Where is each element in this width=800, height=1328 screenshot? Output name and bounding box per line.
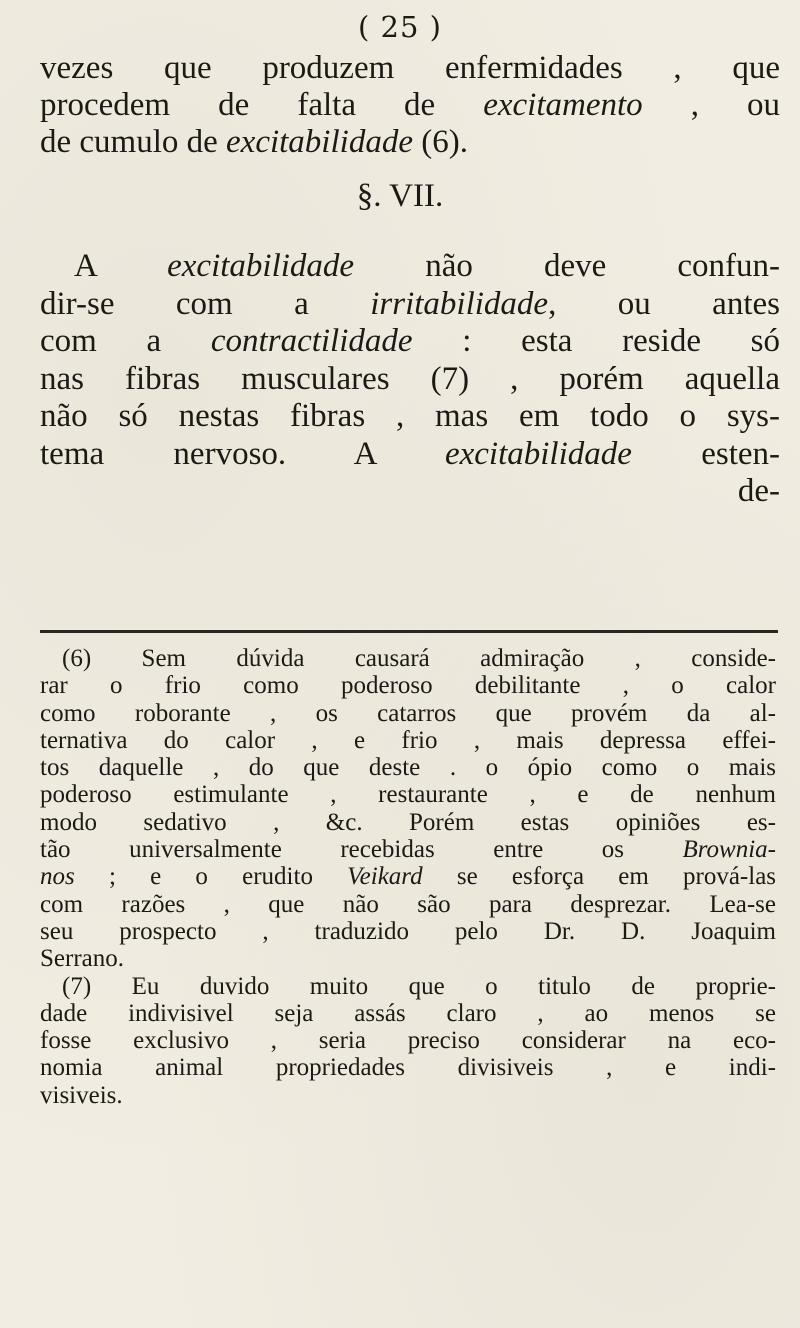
footnote-line: rar o frio como poderoso debilitante , o calor — [40, 672, 776, 700]
text-span: , ou — [690, 87, 781, 123]
footnote-line: seu prospecto , traduzido pelo Dr. D. Joaquim — [40, 917, 776, 945]
text-span: de cumulo de — [40, 124, 218, 160]
text-span: tão universalmente recebidas entre os — [40, 836, 624, 864]
text-line — [40, 323, 780, 361]
footnote-6 — [40, 645, 776, 973]
text-span: se esforça em prová-las — [456, 863, 777, 891]
text-line — [40, 248, 780, 286]
text-span: dir-se com a — [40, 285, 309, 322]
footnote-rule — [40, 630, 778, 633]
catchword: de- — [737, 473, 780, 509]
footnote-line: visiveis. — [40, 1081, 123, 1109]
page-number: ( 25 ) — [358, 10, 442, 44]
text-span: com a — [40, 323, 162, 359]
footnote-line: modo sedativo , &c. Porém estas opiniões es- — [40, 808, 776, 836]
italic-term: excitabilidade — [444, 435, 632, 472]
italic-term: Veikard — [347, 863, 423, 891]
text-span: tema nervoso. A — [40, 435, 376, 472]
text-line: nas fibras musculares (7) , porém aquella — [40, 360, 780, 397]
text-span: , ou antes — [548, 285, 780, 322]
section-heading: §. VII. — [356, 178, 444, 214]
text-line — [40, 50, 780, 87]
footnote-line: (6) Sem dúvida causará admiração , conside- — [62, 645, 776, 672]
italic-term: excitamento — [483, 87, 643, 123]
text-line: não só nestas fibras , mas em todo o sys- — [40, 398, 780, 434]
footnote-line: Serrano. — [40, 945, 124, 973]
footnote-line — [40, 863, 776, 890]
footnote-line: fosse exclusivo , seria preciso considerar na eco- — [40, 1027, 776, 1055]
text-span: não deve confun- — [425, 248, 781, 284]
italic-term: Brownia- — [682, 836, 777, 864]
footnote-line: nomia animal propriedades divisiveis , e indi- — [40, 1054, 776, 1082]
footnote-line: tos daquelle , do que deste . o ópio como o mais — [40, 754, 776, 782]
text-span: : esta reside só — [462, 323, 781, 359]
text-span: A — [74, 248, 97, 284]
italic-term: excitabilidade — [167, 248, 355, 284]
footnote-line: ternativa do calor , e frio , mais depressa effei- — [40, 726, 776, 754]
footnote-line: poderoso estimulante , restaurante , e de nenhum — [40, 781, 776, 809]
footnote-line — [40, 836, 776, 863]
footnote-line: (7) Eu duvido muito que o titulo de proprie- — [62, 972, 776, 1000]
text-line — [40, 436, 780, 474]
paragraph-continuation — [40, 50, 780, 161]
text-line — [40, 124, 780, 161]
text-span: esten- — [701, 435, 781, 472]
text-span: vezes que produzem enfermidades , que — [40, 50, 780, 86]
text-line — [40, 87, 780, 124]
italic-term: excitabilidade — [226, 124, 413, 160]
text-span: ; e o erudito — [108, 863, 313, 891]
section-paragraph — [40, 248, 780, 511]
footnotes — [40, 645, 776, 1109]
italic-term: nos — [40, 863, 75, 891]
italic-term: irritabilidade — [370, 285, 549, 322]
footnote-reference: (6). — [421, 124, 468, 160]
italic-term: contractilidade — [210, 323, 413, 359]
text-span: procedem de falta de — [40, 87, 436, 123]
text-line — [40, 286, 780, 324]
footnote-7 — [40, 973, 776, 1109]
footnote-line: como roborante , os catarros que provém da al- — [40, 699, 776, 727]
footnote-line: dade indivisivel seja assás claro , ao menos se — [40, 999, 776, 1027]
footnote-line: com razões , que não são para desprezar. Lea-se — [40, 890, 776, 918]
